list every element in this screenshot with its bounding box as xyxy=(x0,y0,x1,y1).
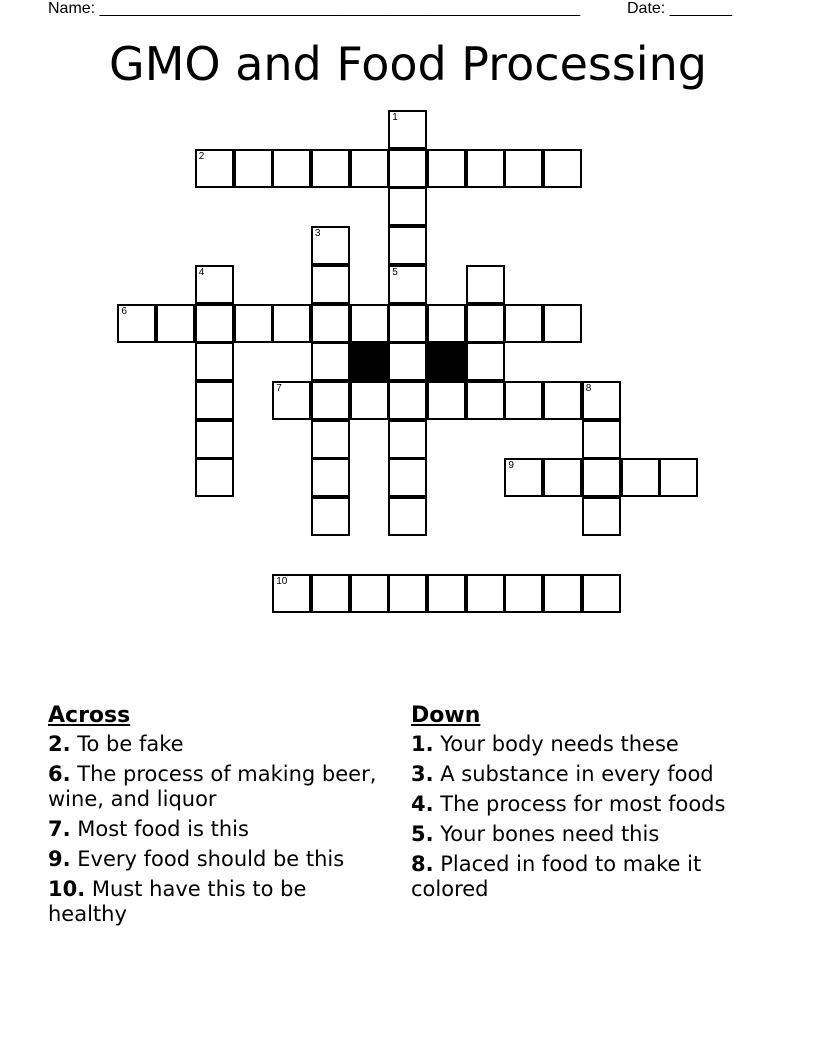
clue-number: 7 xyxy=(276,382,282,394)
across-heading: Across xyxy=(48,703,131,728)
clue-text: The process for most foods xyxy=(433,792,726,816)
grid-cell[interactable] xyxy=(388,381,427,420)
across-clue-list xyxy=(48,732,388,927)
grid-cell[interactable] xyxy=(234,304,273,343)
grid-cell[interactable] xyxy=(272,574,311,613)
grid-cell[interactable] xyxy=(350,574,389,613)
grid-cell[interactable] xyxy=(621,458,660,497)
grid-cell[interactable] xyxy=(117,304,156,343)
clue-number: 10. xyxy=(48,877,86,901)
grid-cell[interactable] xyxy=(388,265,427,304)
grid-cell[interactable] xyxy=(504,458,543,497)
grid-cell[interactable] xyxy=(311,381,350,420)
clue-number: 4. xyxy=(411,792,434,816)
grid-cell[interactable] xyxy=(388,497,427,536)
clue-number: 10 xyxy=(276,576,288,588)
across-clue xyxy=(48,732,388,757)
clue-text: Most food is this xyxy=(70,817,249,841)
grid-cell[interactable] xyxy=(543,574,582,613)
grid-cell[interactable] xyxy=(272,381,311,420)
clue-number: 2 xyxy=(198,150,205,162)
grid-cell[interactable] xyxy=(156,304,195,343)
grid-cell[interactable] xyxy=(427,574,466,613)
page-title: GMO and Food Processing xyxy=(109,37,707,91)
grid-cell[interactable] xyxy=(234,149,273,188)
clue-text: Every food should be this xyxy=(70,847,345,871)
grid-cell[interactable] xyxy=(311,458,350,497)
grid-cell[interactable] xyxy=(388,110,427,149)
down-clue xyxy=(411,852,751,902)
grid-cell[interactable] xyxy=(504,149,543,188)
down-clue xyxy=(411,822,751,847)
grid-cell[interactable] xyxy=(311,265,350,304)
grid-cell[interactable] xyxy=(543,149,582,188)
clue-number: 6 xyxy=(121,305,127,317)
clue-number: 9. xyxy=(48,847,71,871)
clue-number: 4 xyxy=(198,266,205,278)
grid-cell[interactable] xyxy=(427,304,466,343)
clue-text: Your bones need this xyxy=(433,822,660,846)
grid-cell[interactable] xyxy=(466,149,505,188)
clue-number: 5. xyxy=(411,822,434,846)
grid-cell[interactable] xyxy=(350,381,389,420)
clue-text: The process of making beer, wine, and liquor xyxy=(48,762,377,811)
grid-cell[interactable] xyxy=(388,226,427,265)
grid-cell[interactable] xyxy=(388,420,427,459)
clue-number: 3 xyxy=(314,228,321,240)
grid-cell[interactable] xyxy=(272,304,311,343)
grid-cell-black xyxy=(427,342,466,381)
grid-cell[interactable] xyxy=(427,149,466,188)
grid-cell[interactable] xyxy=(388,574,427,613)
grid-cell[interactable] xyxy=(350,304,389,343)
clue-number: 7. xyxy=(48,817,71,841)
clue-number: 8. xyxy=(411,852,434,876)
grid-cell[interactable] xyxy=(195,265,234,304)
down-clue xyxy=(411,792,751,817)
clue-text: Must have this to be healthy xyxy=(48,877,307,926)
grid-cell[interactable] xyxy=(504,304,543,343)
grid-cell[interactable] xyxy=(543,304,582,343)
clue-text: A substance in every food xyxy=(433,762,714,786)
grid-cell[interactable] xyxy=(582,497,621,536)
clue-text: To be fake xyxy=(70,732,184,756)
clue-number: 1. xyxy=(411,732,434,756)
grid-cell[interactable] xyxy=(195,381,234,420)
grid-cell[interactable] xyxy=(195,342,234,381)
grid-cell[interactable] xyxy=(350,149,389,188)
down-clue xyxy=(411,762,751,787)
grid-cell[interactable] xyxy=(582,574,621,613)
grid-cell[interactable] xyxy=(388,187,427,226)
grid-cell[interactable] xyxy=(543,458,582,497)
clue-number: 2. xyxy=(48,732,71,756)
grid-cell[interactable] xyxy=(466,342,505,381)
clue-text: Your body needs these xyxy=(433,732,679,756)
grid-cell[interactable] xyxy=(311,420,350,459)
grid-cell[interactable] xyxy=(582,381,621,420)
grid-cell[interactable] xyxy=(311,342,350,381)
clue-number: 3. xyxy=(411,762,434,786)
across-clue xyxy=(48,847,388,872)
grid-cell[interactable] xyxy=(388,458,427,497)
down-clues xyxy=(411,702,751,907)
grid-cell[interactable] xyxy=(311,149,350,188)
grid-cell[interactable] xyxy=(311,304,350,343)
across-clue xyxy=(48,817,388,842)
grid-cell[interactable] xyxy=(504,381,543,420)
grid-cell[interactable] xyxy=(388,304,427,343)
grid-cell[interactable] xyxy=(311,574,350,613)
grid-cell[interactable] xyxy=(466,265,505,304)
grid-cell[interactable] xyxy=(195,304,234,343)
clue-number: 5 xyxy=(392,266,398,278)
clue-number: 1 xyxy=(392,112,398,123)
grid-cell[interactable] xyxy=(427,381,466,420)
grid-cell[interactable] xyxy=(311,497,350,536)
grid-cell[interactable] xyxy=(311,226,350,265)
grid-cell[interactable] xyxy=(466,574,505,613)
grid-cell[interactable] xyxy=(195,149,234,188)
grid-cell[interactable] xyxy=(388,149,427,188)
grid-cell[interactable] xyxy=(272,149,311,188)
date-line: Date: _______ xyxy=(627,0,732,17)
clue-number: 6. xyxy=(48,762,71,786)
clue-number: 9 xyxy=(508,460,514,472)
grid-cell-black xyxy=(350,342,389,381)
name-line: Name: ______________________________________________________ xyxy=(48,0,581,17)
down-clue-list xyxy=(411,732,751,902)
grid-cell[interactable] xyxy=(466,381,505,420)
across-clue xyxy=(48,762,388,812)
grid-cell[interactable] xyxy=(659,458,698,497)
grid-cell[interactable] xyxy=(195,458,234,497)
across-clues xyxy=(48,702,388,932)
clue-text: Placed in food to make it colored xyxy=(411,852,702,901)
grid-cell[interactable] xyxy=(504,574,543,613)
grid-cell[interactable] xyxy=(582,458,621,497)
grid-cell[interactable] xyxy=(543,381,582,420)
grid-cell[interactable] xyxy=(466,304,505,343)
down-heading: Down xyxy=(411,703,481,728)
across-clue xyxy=(48,877,388,927)
grid-cell[interactable] xyxy=(388,342,427,381)
grid-cell[interactable] xyxy=(582,420,621,459)
grid-cell[interactable] xyxy=(195,420,234,459)
down-clue xyxy=(411,732,751,757)
clue-number: 8 xyxy=(585,382,592,394)
